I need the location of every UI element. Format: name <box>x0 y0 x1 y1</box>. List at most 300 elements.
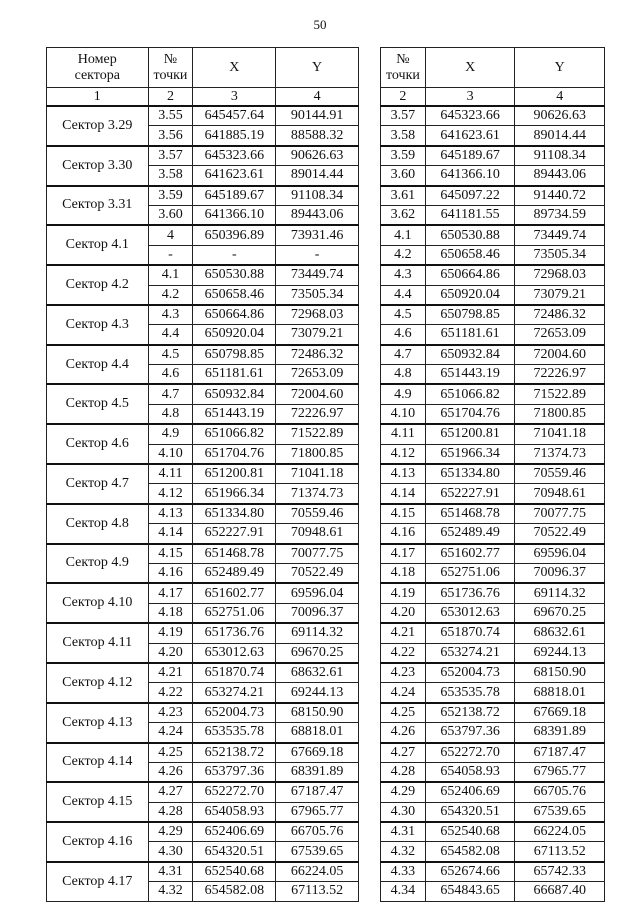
table-row <box>47 504 359 524</box>
x-coordinate: 650658.46 <box>425 245 515 265</box>
point-number: 4.10 <box>381 404 426 424</box>
point-number: 4.12 <box>381 444 426 464</box>
x-coordinate: 650664.86 <box>193 305 276 325</box>
point-number: 4.33 <box>381 862 426 882</box>
x-coordinate: 653274.21 <box>193 683 276 703</box>
point-number: 4.6 <box>148 365 193 385</box>
point-number: 4.13 <box>381 464 426 484</box>
x-coordinate: 652272.70 <box>193 782 276 802</box>
point-number: 4.5 <box>381 305 426 325</box>
header-sector-line2: сектора <box>74 67 120 83</box>
point-number: 3.58 <box>148 166 193 186</box>
y-coordinate: 69670.25 <box>276 643 359 663</box>
y-coordinate: 71800.85 <box>515 404 605 424</box>
y-coordinate: 91440.72 <box>515 186 605 206</box>
y-coordinate: 71522.89 <box>276 424 359 444</box>
y-coordinate: 73505.34 <box>276 285 359 305</box>
table-row <box>47 822 359 842</box>
point-number: 4.18 <box>148 603 193 623</box>
point-number: 4.2 <box>381 245 426 265</box>
x-coordinate: 645323.66 <box>193 146 276 166</box>
x-coordinate: 641623.61 <box>193 166 276 186</box>
table-row <box>381 703 605 723</box>
x-coordinate: 651181.61 <box>425 325 515 345</box>
header-point-line2: точки <box>385 67 420 83</box>
header-y: Y <box>276 48 359 88</box>
header-point-number <box>381 48 426 88</box>
point-number: 4.21 <box>148 663 193 683</box>
y-coordinate: 90626.63 <box>515 106 605 126</box>
y-coordinate: 69114.32 <box>276 623 359 643</box>
y-coordinate: 67669.18 <box>515 703 605 723</box>
header-x: X <box>425 48 515 88</box>
y-coordinate: 72226.97 <box>515 365 605 385</box>
y-coordinate: 65742.33 <box>515 862 605 882</box>
table-row <box>47 623 359 643</box>
x-coordinate: 641366.10 <box>425 166 515 186</box>
column-number-row <box>381 88 605 107</box>
table-row <box>381 464 605 484</box>
table-row <box>381 365 605 385</box>
x-coordinate: 652540.68 <box>193 862 276 882</box>
point-number: 4.12 <box>148 484 193 504</box>
table-row <box>47 743 359 763</box>
sector-name: Сектор 4.15 <box>47 782 149 822</box>
x-coordinate: 651200.81 <box>425 424 515 444</box>
y-coordinate: 89734.59 <box>515 205 605 225</box>
y-coordinate: 70522.49 <box>276 563 359 583</box>
column-number: 4 <box>276 88 359 107</box>
y-coordinate: 72653.09 <box>515 325 605 345</box>
y-coordinate: 72486.32 <box>276 345 359 365</box>
x-coordinate: 654843.65 <box>425 882 515 901</box>
x-coordinate: - <box>193 245 276 265</box>
x-coordinate: 651736.76 <box>193 623 276 643</box>
y-coordinate: 67539.65 <box>515 802 605 822</box>
y-coordinate: 68391.89 <box>515 723 605 743</box>
table-row <box>381 862 605 882</box>
column-number-row <box>47 88 359 107</box>
header-point-line1: № <box>396 51 410 67</box>
point-number: 4.4 <box>148 325 193 345</box>
x-coordinate: 651966.34 <box>425 444 515 464</box>
table-row <box>381 444 605 464</box>
y-coordinate: 67965.77 <box>276 802 359 822</box>
point-number: 4.14 <box>381 484 426 504</box>
table-row <box>381 663 605 683</box>
x-coordinate: 641366.10 <box>193 205 276 225</box>
y-coordinate: 71374.73 <box>276 484 359 504</box>
header-point-number <box>148 48 193 88</box>
point-number: 4.32 <box>381 842 426 862</box>
y-coordinate: 71800.85 <box>276 444 359 464</box>
y-coordinate: 89014.44 <box>515 126 605 146</box>
sector-name: Сектор 4.3 <box>47 305 149 345</box>
y-coordinate: 67187.47 <box>515 743 605 763</box>
x-coordinate: 650658.46 <box>193 285 276 305</box>
y-coordinate: 72004.60 <box>276 384 359 404</box>
y-coordinate: 70096.37 <box>276 603 359 623</box>
point-number: 4.11 <box>381 424 426 444</box>
table-row <box>381 305 605 325</box>
x-coordinate: 645189.67 <box>193 186 276 206</box>
point-number: 3.57 <box>381 106 426 126</box>
sector-name: Сектор 4.7 <box>47 464 149 504</box>
y-coordinate: 72004.60 <box>515 345 605 365</box>
point-number: 4.15 <box>381 504 426 524</box>
x-coordinate: 652227.91 <box>193 524 276 544</box>
table-row <box>381 743 605 763</box>
sector-name: Сектор 4.8 <box>47 504 149 544</box>
point-coordinates-table <box>380 47 605 902</box>
table-row <box>47 862 359 882</box>
y-coordinate: 66687.40 <box>515 882 605 901</box>
y-coordinate: 72226.97 <box>276 404 359 424</box>
point-number: 3.57 <box>148 146 193 166</box>
point-number: 3.56 <box>148 126 193 146</box>
table-row <box>381 822 605 842</box>
point-number: 4.14 <box>148 524 193 544</box>
table-row <box>47 225 359 245</box>
y-coordinate: 66224.05 <box>276 862 359 882</box>
sector-name: Сектор 4.11 <box>47 623 149 663</box>
y-coordinate: 67187.47 <box>276 782 359 802</box>
point-number: 4.7 <box>381 345 426 365</box>
point-number: 4.24 <box>148 723 193 743</box>
point-number: 4.19 <box>381 583 426 603</box>
table-row <box>381 603 605 623</box>
table-row <box>47 146 359 166</box>
y-coordinate: 69670.25 <box>515 603 605 623</box>
point-number: 4.30 <box>148 842 193 862</box>
table-row <box>381 245 605 265</box>
table-row <box>47 464 359 484</box>
table-row <box>381 345 605 365</box>
sector-name: Сектор 4.5 <box>47 384 149 424</box>
x-coordinate: 653535.78 <box>193 723 276 743</box>
table-row <box>47 384 359 404</box>
table-header-row <box>47 48 359 88</box>
y-coordinate: 72968.03 <box>515 265 605 285</box>
point-number: 3.59 <box>381 146 426 166</box>
table-row <box>47 703 359 723</box>
point-number: 4.20 <box>381 603 426 623</box>
header-sector-number <box>47 48 149 88</box>
x-coordinate: 651443.19 <box>193 404 276 424</box>
y-coordinate: 66705.76 <box>515 782 605 802</box>
x-coordinate: 652227.91 <box>425 484 515 504</box>
point-number: 4.19 <box>148 623 193 643</box>
x-coordinate: 651602.77 <box>425 544 515 564</box>
sector-name: Сектор 3.30 <box>47 146 149 186</box>
point-number: 3.55 <box>148 106 193 126</box>
point-number: 4.6 <box>381 325 426 345</box>
x-coordinate: 654058.93 <box>425 762 515 782</box>
x-coordinate: 650932.84 <box>425 345 515 365</box>
x-coordinate: 641181.55 <box>425 205 515 225</box>
sector-name: Сектор 4.2 <box>47 265 149 305</box>
y-coordinate: 70096.37 <box>515 563 605 583</box>
point-number: 4.22 <box>148 683 193 703</box>
sector-name: Сектор 4.12 <box>47 663 149 703</box>
page-number: 50 <box>313 17 327 32</box>
sector-name: Сектор 4.10 <box>47 583 149 623</box>
x-coordinate: 651066.82 <box>425 384 515 404</box>
point-number: 4.11 <box>148 464 193 484</box>
table-row <box>381 623 605 643</box>
x-coordinate: 652751.06 <box>193 603 276 623</box>
table-header-row <box>381 48 605 88</box>
y-coordinate: 70559.46 <box>276 504 359 524</box>
x-coordinate: 650798.85 <box>193 345 276 365</box>
x-coordinate: 652489.49 <box>425 524 515 544</box>
x-coordinate: 651468.78 <box>425 504 515 524</box>
x-coordinate: 654320.51 <box>425 802 515 822</box>
point-number: 4.25 <box>381 703 426 723</box>
y-coordinate: 89443.06 <box>276 205 359 225</box>
y-coordinate: 68150.90 <box>515 663 605 683</box>
sector-name: Сектор 4.17 <box>47 862 149 901</box>
point-number: 4.16 <box>148 563 193 583</box>
x-coordinate: 654582.08 <box>193 882 276 901</box>
y-coordinate: 67539.65 <box>276 842 359 862</box>
column-number: 4 <box>515 88 605 107</box>
point-number: 4.3 <box>381 265 426 285</box>
x-coordinate: 650396.89 <box>193 225 276 245</box>
point-number: 4.24 <box>381 683 426 703</box>
x-coordinate: 651066.82 <box>193 424 276 444</box>
y-coordinate: - <box>276 245 359 265</box>
x-coordinate: 641623.61 <box>425 126 515 146</box>
table-row <box>381 424 605 444</box>
x-coordinate: 653274.21 <box>425 643 515 663</box>
x-coordinate: 652406.69 <box>425 782 515 802</box>
y-coordinate: 68391.89 <box>276 762 359 782</box>
x-coordinate: 651966.34 <box>193 484 276 504</box>
point-number: 4.29 <box>148 822 193 842</box>
sector-name: Сектор 4.6 <box>47 424 149 464</box>
y-coordinate: 73079.21 <box>276 325 359 345</box>
y-coordinate: 71041.18 <box>276 464 359 484</box>
y-coordinate: 68150.90 <box>276 703 359 723</box>
point-number: 4.28 <box>148 802 193 822</box>
x-coordinate: 651704.76 <box>193 444 276 464</box>
point-number: 4.25 <box>148 743 193 763</box>
point-number: 4.17 <box>381 544 426 564</box>
table-row <box>47 305 359 325</box>
x-coordinate: 651870.74 <box>425 623 515 643</box>
point-number: 4.16 <box>381 524 426 544</box>
point-number: 4.28 <box>381 762 426 782</box>
table-row <box>381 762 605 782</box>
point-number: 4.30 <box>381 802 426 822</box>
x-coordinate: 651181.61 <box>193 365 276 385</box>
x-coordinate: 651602.77 <box>193 583 276 603</box>
header-point-line1: № <box>163 51 178 67</box>
y-coordinate: 69244.13 <box>276 683 359 703</box>
table-row <box>381 106 605 126</box>
point-number: 3.62 <box>381 205 426 225</box>
y-coordinate: 67965.77 <box>515 762 605 782</box>
y-coordinate: 69596.04 <box>276 583 359 603</box>
x-coordinate: 645097.22 <box>425 186 515 206</box>
table-row <box>381 285 605 305</box>
y-coordinate: 66224.05 <box>515 822 605 842</box>
x-coordinate: 653797.36 <box>193 762 276 782</box>
column-number: 3 <box>425 88 515 107</box>
table-row <box>381 146 605 166</box>
y-coordinate: 73931.46 <box>276 225 359 245</box>
y-coordinate: 70948.61 <box>515 484 605 504</box>
table-row <box>381 504 605 524</box>
x-coordinate: 652540.68 <box>425 822 515 842</box>
table-row <box>381 643 605 663</box>
sector-name: Сектор 3.29 <box>47 106 149 146</box>
y-coordinate: 91108.34 <box>515 146 605 166</box>
y-coordinate: 67113.52 <box>276 882 359 901</box>
x-coordinate: 652004.73 <box>425 663 515 683</box>
x-coordinate: 645323.66 <box>425 106 515 126</box>
point-number: 4.31 <box>148 862 193 882</box>
table-row <box>47 265 359 285</box>
sector-name: Сектор 4.14 <box>47 743 149 783</box>
table-row <box>381 205 605 225</box>
y-coordinate: 67669.18 <box>276 743 359 763</box>
x-coordinate: 651200.81 <box>193 464 276 484</box>
point-number: 4.26 <box>381 723 426 743</box>
sector-name: Сектор 4.9 <box>47 544 149 584</box>
x-coordinate: 641885.19 <box>193 126 276 146</box>
column-number: 2 <box>148 88 193 107</box>
table-row <box>381 882 605 901</box>
sector-name: Сектор 4.1 <box>47 225 149 265</box>
y-coordinate: 69244.13 <box>515 643 605 663</box>
point-number: 4.5 <box>148 345 193 365</box>
y-coordinate: 73079.21 <box>515 285 605 305</box>
column-number: 2 <box>381 88 426 107</box>
y-coordinate: 69596.04 <box>515 544 605 564</box>
y-coordinate: 68632.61 <box>276 663 359 683</box>
point-number: 4.21 <box>381 623 426 643</box>
y-coordinate: 73449.74 <box>515 225 605 245</box>
x-coordinate: 652674.66 <box>425 862 515 882</box>
x-coordinate: 651334.80 <box>425 464 515 484</box>
y-coordinate: 70559.46 <box>515 464 605 484</box>
point-number: 4.4 <box>381 285 426 305</box>
x-coordinate: 652489.49 <box>193 563 276 583</box>
point-number: 4.8 <box>381 365 426 385</box>
point-number: 4.1 <box>381 225 426 245</box>
y-coordinate: 69114.32 <box>515 583 605 603</box>
x-coordinate: 653012.63 <box>193 643 276 663</box>
x-coordinate: 645457.64 <box>193 106 276 126</box>
point-number: 3.59 <box>148 186 193 206</box>
x-coordinate: 650530.88 <box>193 265 276 285</box>
y-coordinate: 72653.09 <box>276 365 359 385</box>
x-coordinate: 651870.74 <box>193 663 276 683</box>
table-row <box>381 126 605 146</box>
table-row <box>381 325 605 345</box>
y-coordinate: 66705.76 <box>276 822 359 842</box>
x-coordinate: 651334.80 <box>193 504 276 524</box>
sector-name: Сектор 4.4 <box>47 345 149 385</box>
table-row <box>381 723 605 743</box>
x-coordinate: 650920.04 <box>193 325 276 345</box>
table-row <box>47 544 359 564</box>
table-row <box>381 186 605 206</box>
y-coordinate: 70077.75 <box>276 544 359 564</box>
header-x: X <box>193 48 276 88</box>
point-number: 4.18 <box>381 563 426 583</box>
point-number: 4.34 <box>381 882 426 901</box>
x-coordinate: 654582.08 <box>425 842 515 862</box>
x-coordinate: 651736.76 <box>425 583 515 603</box>
y-coordinate: 88588.32 <box>276 126 359 146</box>
table-row <box>381 583 605 603</box>
table-row <box>381 524 605 544</box>
point-number: 4.32 <box>148 882 193 901</box>
y-coordinate: 70077.75 <box>515 504 605 524</box>
table-row <box>381 842 605 862</box>
point-number: 4.23 <box>148 703 193 723</box>
point-number: 4.17 <box>148 583 193 603</box>
x-coordinate: 652138.72 <box>193 743 276 763</box>
x-coordinate: 645189.67 <box>425 146 515 166</box>
sector-name: Сектор 4.13 <box>47 703 149 743</box>
point-number: 4.2 <box>148 285 193 305</box>
header-point-line2: точки <box>153 67 188 83</box>
y-coordinate: 70522.49 <box>515 524 605 544</box>
table-row <box>47 345 359 365</box>
point-number: 4.8 <box>148 404 193 424</box>
x-coordinate: 652272.70 <box>425 743 515 763</box>
point-number: 4.1 <box>148 265 193 285</box>
y-coordinate: 72486.32 <box>515 305 605 325</box>
point-number: 4.13 <box>148 504 193 524</box>
point-number: - <box>148 245 193 265</box>
header-y: Y <box>515 48 605 88</box>
y-coordinate: 71041.18 <box>515 424 605 444</box>
x-coordinate: 652138.72 <box>425 703 515 723</box>
x-coordinate: 652751.06 <box>425 563 515 583</box>
x-coordinate: 652004.73 <box>193 703 276 723</box>
x-coordinate: 654320.51 <box>193 842 276 862</box>
point-number: 4.7 <box>148 384 193 404</box>
table-row <box>47 782 359 802</box>
table-row <box>381 544 605 564</box>
y-coordinate: 91108.34 <box>276 186 359 206</box>
x-coordinate: 653797.36 <box>425 723 515 743</box>
table-row <box>381 225 605 245</box>
table-row <box>381 802 605 822</box>
x-coordinate: 650932.84 <box>193 384 276 404</box>
point-number: 4.29 <box>381 782 426 802</box>
point-number: 4.27 <box>148 782 193 802</box>
table-row <box>381 484 605 504</box>
y-coordinate: 72968.03 <box>276 305 359 325</box>
y-coordinate: 67113.52 <box>515 842 605 862</box>
point-number: 4.15 <box>148 544 193 564</box>
y-coordinate: 73449.74 <box>276 265 359 285</box>
y-coordinate: 90144.91 <box>276 106 359 126</box>
y-coordinate: 71374.73 <box>515 444 605 464</box>
sector-coordinates-table <box>46 47 359 902</box>
point-number: 4.20 <box>148 643 193 663</box>
y-coordinate: 68818.01 <box>515 683 605 703</box>
y-coordinate: 73505.34 <box>515 245 605 265</box>
point-number: 4.26 <box>148 762 193 782</box>
point-number: 4.3 <box>148 305 193 325</box>
